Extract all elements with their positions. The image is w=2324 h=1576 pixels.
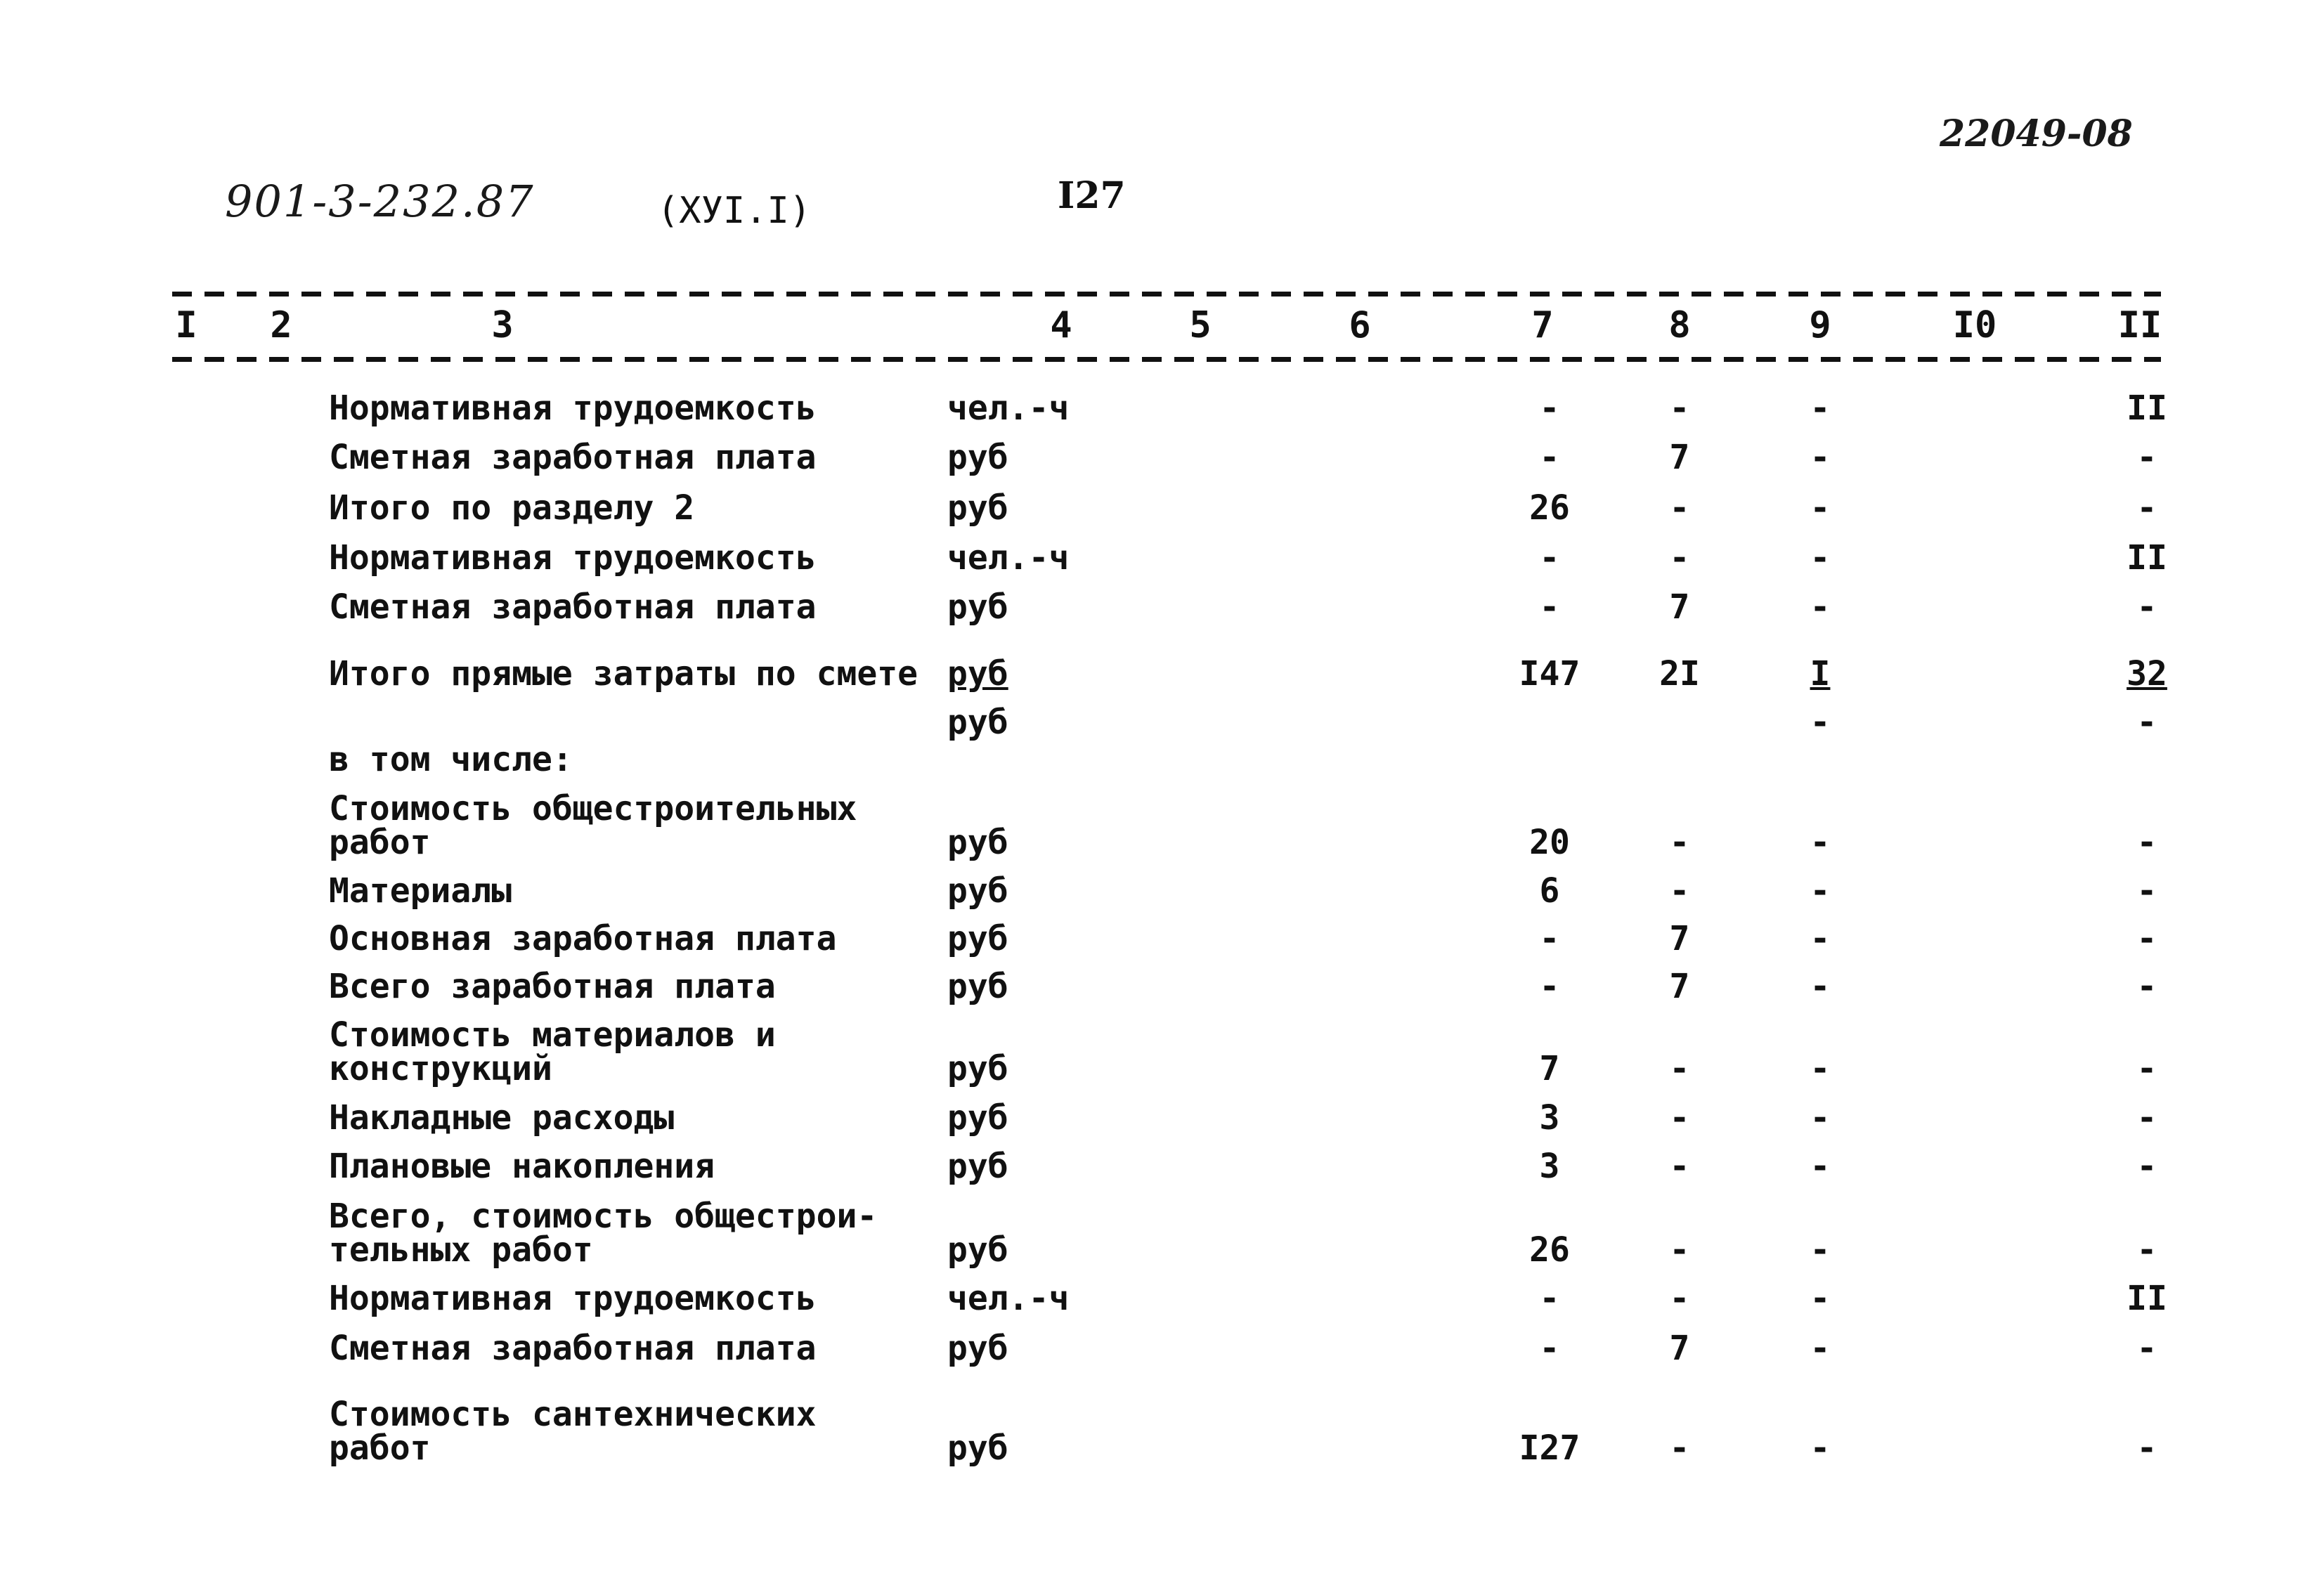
row-col7: I47: [1519, 654, 1580, 693]
row-description: Всего, стоимость общестрои-: [329, 1197, 878, 1236]
column-header-8: 8: [1668, 304, 1691, 346]
row-description: Итого прямые затраты по смете: [329, 654, 918, 693]
row-col7: -: [1539, 389, 1560, 428]
row-col8: 7: [1669, 438, 1690, 477]
row-unit: руб: [947, 587, 1008, 627]
row-description: Накладные расходы: [329, 1098, 675, 1138]
row-description: Сметная заработная плата: [329, 1329, 817, 1368]
row-description: Сметная заработная плата: [329, 587, 817, 627]
row-description: Стоимость сантехнических: [329, 1395, 817, 1434]
row-description: Нормативная трудоемкость: [329, 538, 817, 578]
row-col8: -: [1669, 1147, 1690, 1186]
row-col9: -: [1810, 438, 1831, 477]
row-col7: 3: [1539, 1147, 1560, 1186]
row-unit: руб: [947, 654, 1008, 693]
column-header-9: 9: [1809, 304, 1831, 346]
row-col11: II: [2127, 389, 2167, 428]
row-description: Нормативная трудоемкость: [329, 389, 817, 428]
page-number: I27: [1058, 174, 1126, 217]
row-col9: -: [1810, 703, 1831, 742]
row-col8: -: [1669, 1230, 1690, 1270]
row-col8: -: [1669, 1098, 1690, 1138]
row-col11: -: [2136, 703, 2157, 742]
row-col7: 26: [1529, 488, 1570, 528]
row-col9: -: [1810, 871, 1831, 911]
row-col7: -: [1539, 967, 1560, 1006]
row-col9: -: [1810, 967, 1831, 1006]
row-col7: -: [1539, 587, 1560, 627]
column-header-3: 3: [491, 304, 514, 346]
row-col8: -: [1669, 538, 1690, 578]
row-col8: -: [1669, 1279, 1690, 1318]
row-col9: -: [1810, 1279, 1831, 1318]
row-col9: -: [1810, 919, 1831, 958]
row-unit: руб: [947, 967, 1008, 1006]
row-col7: -: [1539, 1279, 1560, 1318]
row-col9: -: [1810, 389, 1831, 428]
row-col8: -: [1669, 488, 1690, 528]
column-header-1: I: [175, 304, 197, 346]
row-unit: руб: [947, 871, 1008, 911]
row-unit: чел.-ч: [947, 1279, 1070, 1318]
column-header-10: I0: [1952, 304, 1997, 346]
row-col9: -: [1810, 1098, 1831, 1138]
row-col9: -: [1810, 1147, 1831, 1186]
row-unit: руб: [947, 1147, 1008, 1186]
row-col11: -: [2136, 1428, 2157, 1468]
row-description: Итого по разделу 2: [329, 488, 695, 528]
header-bottom-rule: [172, 357, 2161, 362]
row-col11: -: [2136, 967, 2157, 1006]
row-unit: руб: [947, 438, 1008, 477]
row-unit: чел.-ч: [947, 389, 1070, 428]
row-description-cont: работ: [329, 823, 431, 862]
row-unit: руб: [947, 823, 1008, 862]
row-col11: -: [2136, 1147, 2157, 1186]
row-description: Плановые накопления: [329, 1147, 715, 1186]
row-col9: I: [1810, 654, 1831, 693]
row-col8: -: [1669, 871, 1690, 911]
row-col8: -: [1669, 389, 1690, 428]
row-col8: -: [1669, 1049, 1690, 1088]
row-unit: руб: [947, 1098, 1008, 1138]
row-col7: 7: [1539, 1049, 1560, 1088]
row-col9: -: [1810, 538, 1831, 578]
row-col7: -: [1539, 438, 1560, 477]
row-col11: -: [2136, 1098, 2157, 1138]
row-col9: -: [1810, 488, 1831, 528]
column-header-7: 7: [1531, 304, 1554, 346]
row-col7: -: [1539, 919, 1560, 958]
row-col8: -: [1669, 823, 1690, 862]
row-col7: I27: [1519, 1428, 1580, 1468]
row-col9: -: [1810, 587, 1831, 627]
row-col8: 7: [1669, 587, 1690, 627]
row-col7: 20: [1529, 823, 1570, 862]
row-col7: 3: [1539, 1098, 1560, 1138]
row-col11: -: [2136, 1230, 2157, 1270]
header-top-rule: [172, 292, 2161, 297]
row-col11: -: [2136, 587, 2157, 627]
row-description: Основная заработная плата: [329, 919, 837, 958]
row-col11: -: [2136, 919, 2157, 958]
row-unit: руб: [947, 703, 1008, 742]
archive-number: 22049-08: [1940, 112, 2133, 155]
row-unit: руб: [947, 1329, 1008, 1368]
row-col11: II: [2127, 1279, 2167, 1318]
row-description-cont: работ: [329, 1428, 431, 1468]
column-header-5: 5: [1189, 304, 1212, 346]
column-header-2: 2: [270, 304, 292, 346]
row-description: Всего заработная плата: [329, 967, 776, 1006]
row-col11: 32: [2127, 654, 2167, 693]
row-col7: -: [1539, 1329, 1560, 1368]
row-unit: руб: [947, 919, 1008, 958]
document-number: 901-3-232.87: [225, 176, 535, 227]
row-unit: руб: [947, 1230, 1008, 1270]
row-description: Нормативная трудоемкость: [329, 1279, 817, 1318]
row-col9: -: [1810, 1329, 1831, 1368]
column-header-6: 6: [1349, 304, 1371, 346]
row-unit: руб: [947, 488, 1008, 528]
row-description: Сметная заработная плата: [329, 438, 817, 477]
row-col9: -: [1810, 823, 1831, 862]
row-description: Материалы: [329, 871, 512, 911]
row-col8: 7: [1669, 1329, 1690, 1368]
row-col9: -: [1810, 1230, 1831, 1270]
row-col11: -: [2136, 488, 2157, 528]
row-col11: II: [2127, 538, 2167, 578]
row-col11: -: [2136, 1049, 2157, 1088]
row-col11: -: [2136, 823, 2157, 862]
row-description-cont: конструкций: [329, 1049, 552, 1088]
row-unit: чел.-ч: [947, 538, 1070, 578]
row-description: Стоимость материалов и: [329, 1015, 776, 1055]
row-col9: -: [1810, 1428, 1831, 1468]
row-col8: 7: [1669, 919, 1690, 958]
row-col7: -: [1539, 538, 1560, 578]
row-col9: -: [1810, 1049, 1831, 1088]
row-col11: -: [2136, 438, 2157, 477]
row-col11: -: [2136, 1329, 2157, 1368]
section-code: (XУI.I): [657, 190, 812, 232]
row-col8: 7: [1669, 967, 1690, 1006]
column-header-11: II: [2117, 304, 2162, 346]
row-col8: 2I: [1659, 654, 1700, 693]
row-unit: руб: [947, 1428, 1008, 1468]
row-description-cont: тельных работ: [329, 1230, 593, 1270]
row-unit: руб: [947, 1049, 1008, 1088]
row-description: Стоимость общестроительных: [329, 789, 857, 828]
row-col7: 6: [1539, 871, 1560, 911]
row-col11: -: [2136, 871, 2157, 911]
column-header-4: 4: [1050, 304, 1072, 346]
row-col8: -: [1669, 1428, 1690, 1468]
row-description: в том числе:: [329, 740, 573, 779]
row-col7: 26: [1529, 1230, 1570, 1270]
